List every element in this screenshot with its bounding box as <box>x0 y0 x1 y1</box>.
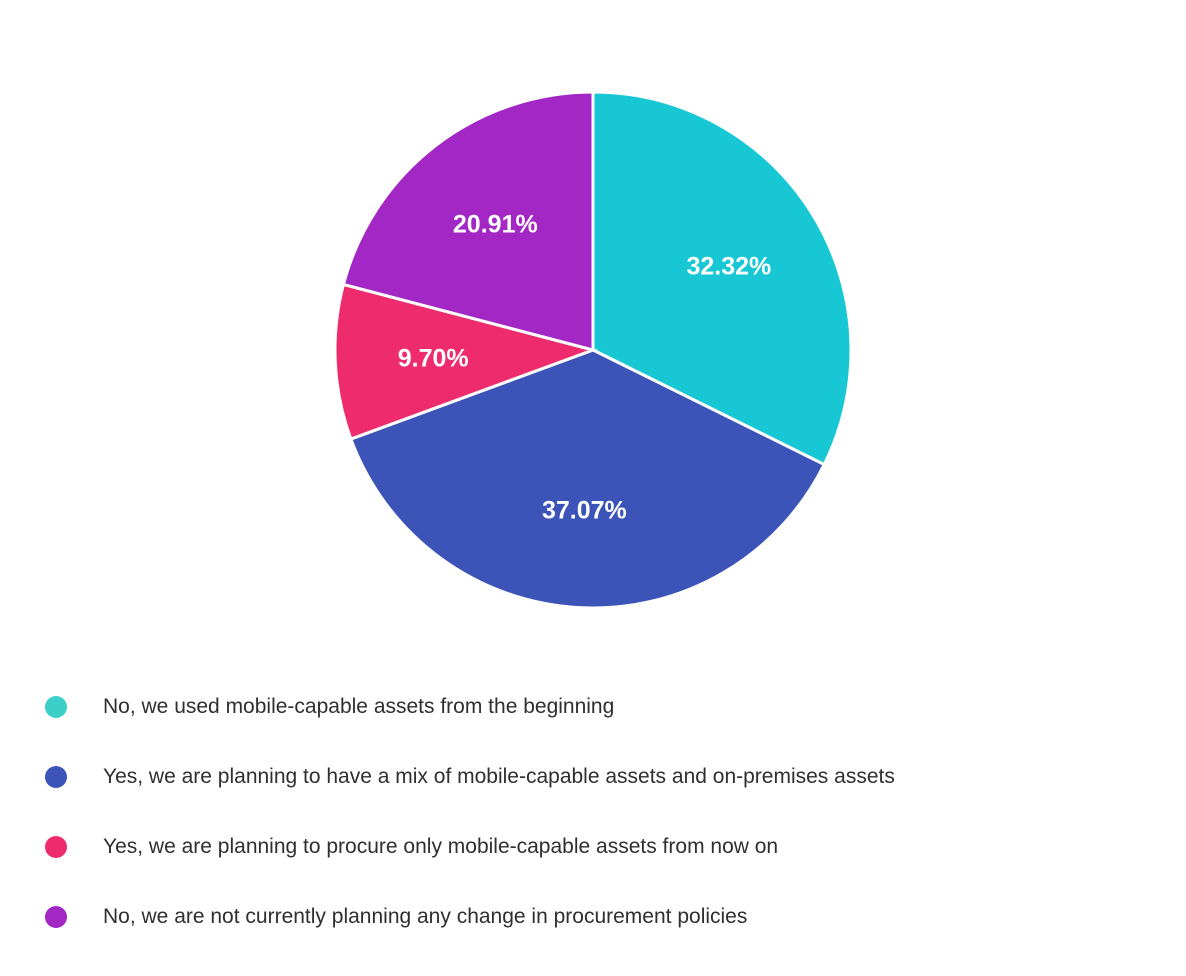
pie-slice-label: 9.70% <box>397 344 469 373</box>
legend-item-3[interactable] <box>40 882 1140 952</box>
legend-swatch-2 <box>45 836 67 858</box>
legend-swatch-0 <box>45 696 67 718</box>
pie-slice-label: 20.91% <box>452 210 538 239</box>
legend-item-2[interactable] <box>40 812 1140 882</box>
pie-chart <box>313 70 873 630</box>
chart-legend <box>40 672 1140 952</box>
legend-item-1[interactable] <box>40 742 1140 812</box>
legend-label-3: No, we are not currently planning any change in procurement policies <box>103 905 748 929</box>
legend-swatch-3 <box>45 906 67 928</box>
pie-slice-label: 37.07% <box>542 496 627 525</box>
pie-slice-label: 32.32% <box>686 252 772 281</box>
legend-item-0[interactable] <box>40 672 1140 742</box>
legend-label-0: No, we used mobile-capable assets from the beginning <box>103 695 615 719</box>
legend-label-1: Yes, we are planning to have a mix of mobile-capable assets and on-premises assets <box>103 765 895 789</box>
legend-label-2: Yes, we are planning to procure only mobile-capable assets from now on <box>103 835 779 859</box>
legend-swatch-1 <box>45 766 67 788</box>
